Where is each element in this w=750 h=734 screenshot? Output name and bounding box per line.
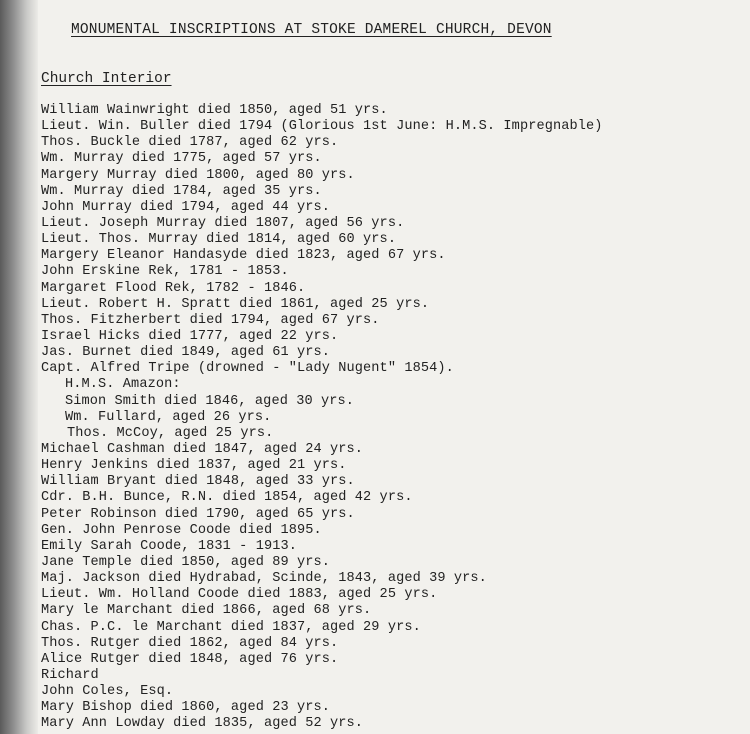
inscription-entry: John Erskine Rek, 1781 - 1853. xyxy=(41,264,289,280)
inscription-entry: Simon Smith died 1846, aged 30 yrs. xyxy=(65,393,355,409)
inscription-entry: Wm. Murray died 1784, aged 35 yrs. xyxy=(41,183,322,199)
inscription-entry: Chas. P.C. le Marchant died 1837, aged 29 yrs. xyxy=(41,619,421,635)
document-title: MONUMENTAL INSCRIPTIONS AT STOKE DAMEREL CHURCH, DEVON xyxy=(71,22,552,38)
inscription-entry: Peter Robinson died 1790, aged 65 yrs. xyxy=(41,506,355,522)
inscription-entry: Margery Murray died 1800, aged 80 yrs. xyxy=(41,167,355,183)
inscription-entry: Margaret Flood Rek, 1782 - 1846. xyxy=(41,280,306,296)
inscription-entry: Maj. Jackson died Hydrabad, Scinde, 1843, aged 39 yrs. xyxy=(41,571,487,587)
inscription-entry: Israel Hicks died 1777, aged 22 yrs. xyxy=(41,328,339,344)
inscription-entry: Cdr. B.H. Bunce, R.N. died 1854, aged 42 yrs. xyxy=(41,490,413,506)
inscription-entry: Margery Eleanor Handasyde died 1823, aged 67 yrs. xyxy=(41,248,446,264)
inscription-entry: Thos. Buckle died 1787, aged 62 yrs. xyxy=(41,135,339,151)
inscription-entry: Michael Cashman died 1847, aged 24 yrs. xyxy=(41,441,364,457)
inscription-entry: Wm. Murray died 1775, aged 57 yrs. xyxy=(41,151,322,167)
inscription-entry: Thos. McCoy, aged 25 yrs. xyxy=(67,425,274,441)
inscription-subheading: H.M.S. Amazon: xyxy=(65,377,181,393)
inscription-entry: John Coles, Esq. xyxy=(41,684,174,700)
inscription-entry: Gen. John Penrose Coode died 1895. xyxy=(41,522,322,538)
inscription-entry: Alice Rutger died 1848, aged 76 yrs. xyxy=(41,651,339,667)
inscription-entry: Jas. Burnet died 1849, aged 61 yrs. xyxy=(41,345,331,361)
inscription-entry: Mary le Marchant died 1866, aged 68 yrs. xyxy=(41,603,372,619)
inscription-entry: Lieut. Joseph Murray died 1807, aged 56 yrs. xyxy=(41,215,405,231)
section-heading: Church Interior xyxy=(41,71,172,87)
inscription-list xyxy=(41,103,603,732)
inscription-entry: Lieut. Win. Buller died 1794 (Glorious 1st June: H.M.S. Impregnable) xyxy=(41,119,603,135)
inscription-entry: Lieut. Robert H. Spratt died 1861, aged 25 yrs. xyxy=(41,296,430,312)
document-page xyxy=(38,0,750,734)
inscription-entry: Richard xyxy=(41,667,99,683)
inscription-entry: John Murray died 1794, aged 44 yrs. xyxy=(41,199,331,215)
inscription-entry: Thos. Fitzherbert died 1794, aged 67 yrs. xyxy=(41,312,380,328)
inscription-entry: Wm. Fullard, aged 26 yrs. xyxy=(65,409,272,425)
inscription-entry: Capt. Alfred Tripe (drowned - "Lady Nugent" 1854). xyxy=(41,361,454,377)
inscription-entry: Mary Ann Lowday died 1835, aged 52 yrs. xyxy=(41,716,364,732)
inscription-entry: Lieut. Thos. Murray died 1814, aged 60 yrs. xyxy=(41,232,397,248)
inscription-entry: Mary Bishop died 1860, aged 23 yrs. xyxy=(41,700,331,716)
scan-binding-edge xyxy=(0,0,38,734)
inscription-entry: Jane Temple died 1850, aged 89 yrs. xyxy=(41,554,331,570)
inscription-entry: William Bryant died 1848, aged 33 yrs. xyxy=(41,474,355,490)
inscription-entry: Thos. Rutger died 1862, aged 84 yrs. xyxy=(41,635,339,651)
inscription-entry: Lieut. Wm. Holland Coode died 1883, aged 25 yrs. xyxy=(41,587,438,603)
inscription-entry: William Wainwright died 1850, aged 51 yrs. xyxy=(41,103,388,118)
inscription-entry: Henry Jenkins died 1837, aged 21 yrs. xyxy=(41,458,347,474)
inscription-entry: Emily Sarah Coode, 1831 - 1913. xyxy=(41,538,297,554)
